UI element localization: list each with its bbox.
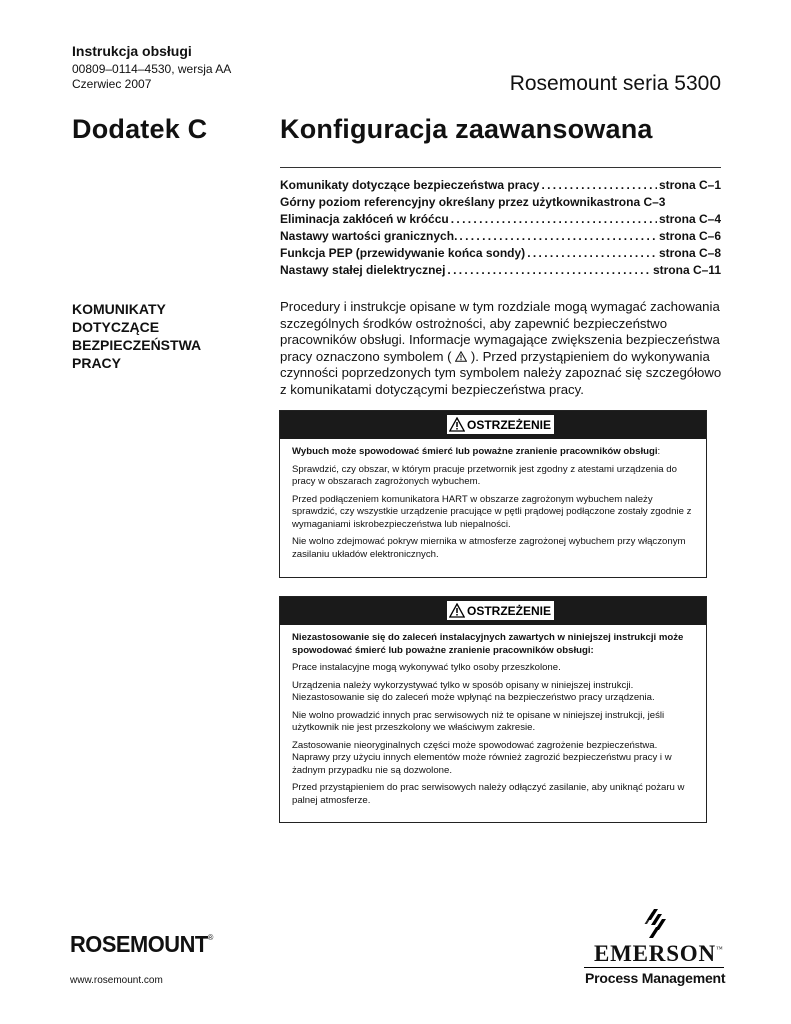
toc-entry-page[interactable]: strona C–8 bbox=[658, 246, 721, 260]
document-number: 00809–0114–4530, wersja AA bbox=[72, 62, 232, 76]
safety-intro-paragraph bbox=[280, 299, 725, 398]
warning-triangle-icon bbox=[449, 603, 465, 618]
warning-box-installation bbox=[279, 596, 707, 823]
warning-tag bbox=[447, 415, 554, 434]
toc-entry-page[interactable]: strona C–1 bbox=[658, 178, 721, 192]
emerson-divider bbox=[584, 967, 724, 968]
warning-tag-label: OSTRZEŻENIE bbox=[467, 417, 552, 432]
warning-paragraph: Nie wolno zdejmować pokryw miernika w atmosferze zagrożonej wybuchem przy włączonym zasilaniu układów elektronicznych. bbox=[292, 536, 686, 560]
toc-entry-page[interactable]: strona C–3 bbox=[603, 195, 666, 209]
warning-paragraph: Sprawdzić, czy obszar, w którym pracuje przetwornik jest zgodny z atestami urządzenia do pracy w obszarach zagrożonych wybuchem. bbox=[292, 463, 677, 487]
toc-entry-title[interactable]: Eliminacja zakłóceń w króćcu bbox=[280, 212, 449, 226]
toc-leader bbox=[527, 245, 657, 262]
warning-paragraph: Przed podłączeniem komunikatora HART w obszarze zagrożonym wybuchem należy sprawdzić, czy wszystkie urządzenie pracujące w pętli prądowej podłączone zostały zgodnie z wymaganiami iskrobezpieczeństwa lub niepalności. bbox=[292, 493, 692, 530]
warning-body bbox=[280, 439, 706, 576]
toc-entry-page[interactable]: strona C–6 bbox=[658, 229, 721, 243]
appendix-label: Dodatek C bbox=[72, 114, 208, 144]
heading-line: DOTYCZĄCE bbox=[72, 319, 160, 335]
table-of-contents bbox=[280, 177, 721, 279]
intro-text: ). Przed przystąpieniem do wykonywania czynności poprzedzonych tym symbolem należy zapoznać się szczegółowo z komunikatami dotyczącymi bezpieczeństwa pracy. bbox=[280, 348, 722, 397]
warning-box-explosion bbox=[279, 410, 707, 578]
warning-paragraph: Przed przystąpieniem do prac serwisowych należy odłączyć zasilanie, aby uniknąć pożaru w palnej atmosferze. bbox=[292, 782, 685, 806]
warning-header-bar bbox=[280, 597, 706, 625]
appendix-title: Konfiguracja zaawansowana bbox=[280, 114, 653, 144]
document-date: Czerwiec 2007 bbox=[72, 77, 152, 91]
toc-entry-page[interactable]: strona C–11 bbox=[652, 263, 721, 277]
toc-entry-title[interactable]: Górny poziom referencyjny określany przez użytkownika bbox=[280, 195, 604, 209]
toc-leader bbox=[447, 262, 651, 279]
warning-triangle-icon bbox=[455, 350, 467, 361]
toc-entry[interactable] bbox=[280, 262, 721, 279]
toc-entry[interactable] bbox=[280, 177, 721, 194]
warning-triangle-icon bbox=[449, 417, 465, 432]
warning-header-bar bbox=[280, 411, 706, 439]
toc-entry[interactable] bbox=[280, 211, 721, 228]
manual-title: Instrukcja obsługi bbox=[72, 43, 192, 59]
warning-paragraph: Zastosowanie nieoryginalnych części może spowodować zagrożenie bezpieczeństwa. Naprawy przy użyciu innych elementów może również zagrozić bezpieczeństwu pracy i w żadnym przypadku nie są dozwolone. bbox=[292, 739, 672, 776]
trademark-mark: ™ bbox=[715, 945, 724, 953]
registered-mark: ® bbox=[207, 933, 213, 942]
toc-leader bbox=[451, 211, 657, 228]
heading-line: PRACY bbox=[72, 355, 122, 371]
toc-entry-title[interactable]: Nastawy wartości granicznych. bbox=[280, 229, 458, 243]
warning-paragraph: Urządzenia należy wykorzystywać tylko w sposób opisany w niniejszej instrukcji. Niezastosowanie się do zaleceń może wpłynąć na bezpieczeństwo pracy urządzenia. bbox=[292, 679, 655, 703]
website-link[interactable]: www.rosemount.com bbox=[70, 975, 163, 986]
warning-lead bbox=[292, 446, 694, 459]
safety-messages-heading bbox=[72, 300, 242, 372]
heading-line: KOMUNIKATY bbox=[72, 301, 166, 317]
title-divider bbox=[280, 167, 721, 168]
warning-paragraph: Prace instalacyjne mogą wykonywać tylko osoby przeszkolone. bbox=[292, 662, 561, 673]
emerson-tagline: Process Management bbox=[585, 970, 726, 986]
warning-lead-suffix: : bbox=[657, 446, 661, 457]
toc-entry-title[interactable]: Komunikaty dotyczące bezpieczeństwa pracy bbox=[280, 178, 540, 192]
warning-lead: Niezastosowanie się do zaleceń instalacyjnych zawartych w niniejszej instrukcji może spowodować śmierć lub poważne zranienie pracowników obsługi: bbox=[292, 632, 684, 656]
emerson-ribbon-icon bbox=[641, 908, 671, 942]
toc-entry[interactable] bbox=[280, 194, 721, 211]
toc-entry[interactable] bbox=[280, 228, 721, 245]
warning-tag bbox=[447, 601, 554, 620]
warning-paragraph: Nie wolno prowadzić innych prac serwisowych niż te opisane w niniejszej instrukcji, jeśli użytkownik nie jest przeszkolony we właściwym zakresie. bbox=[292, 709, 665, 733]
toc-entry-title[interactable]: Funkcja PEP (przewidywanie końca sondy) bbox=[280, 246, 526, 260]
rosemount-wordmark: ROSEMOUNT bbox=[70, 931, 208, 957]
toc-entry[interactable] bbox=[280, 245, 721, 262]
toc-leader bbox=[541, 177, 657, 194]
warning-lead-text: Wybuch może spowodować śmierć lub poważne zranienie pracowników obsługi bbox=[292, 446, 658, 457]
rosemount-logo bbox=[70, 931, 213, 958]
toc-entry-page[interactable]: strona C–4 bbox=[658, 212, 721, 226]
toc-entry-title[interactable]: Nastawy stałej dielektrycznej bbox=[280, 263, 446, 277]
emerson-logo bbox=[594, 941, 724, 967]
emerson-wordmark: EMERSON bbox=[594, 941, 716, 966]
warning-body bbox=[280, 625, 706, 822]
product-name: Rosemount seria 5300 bbox=[509, 72, 721, 95]
intro-text: Procedury i instrukcje opisane w tym rozdziale mogą wymagać zachowania szczególnych środków ostrożności, aby zapewnić bezpieczeństwo pracowników obsługi. Informacje wymagające zwiększenia bezpieczeństwa pracy oznaczono symbolem ( bbox=[280, 299, 720, 364]
toc-leader bbox=[459, 228, 657, 245]
heading-line: BEZPIECZEŃSTWA bbox=[72, 337, 202, 353]
warning-tag-label: OSTRZEŻENIE bbox=[467, 603, 552, 618]
